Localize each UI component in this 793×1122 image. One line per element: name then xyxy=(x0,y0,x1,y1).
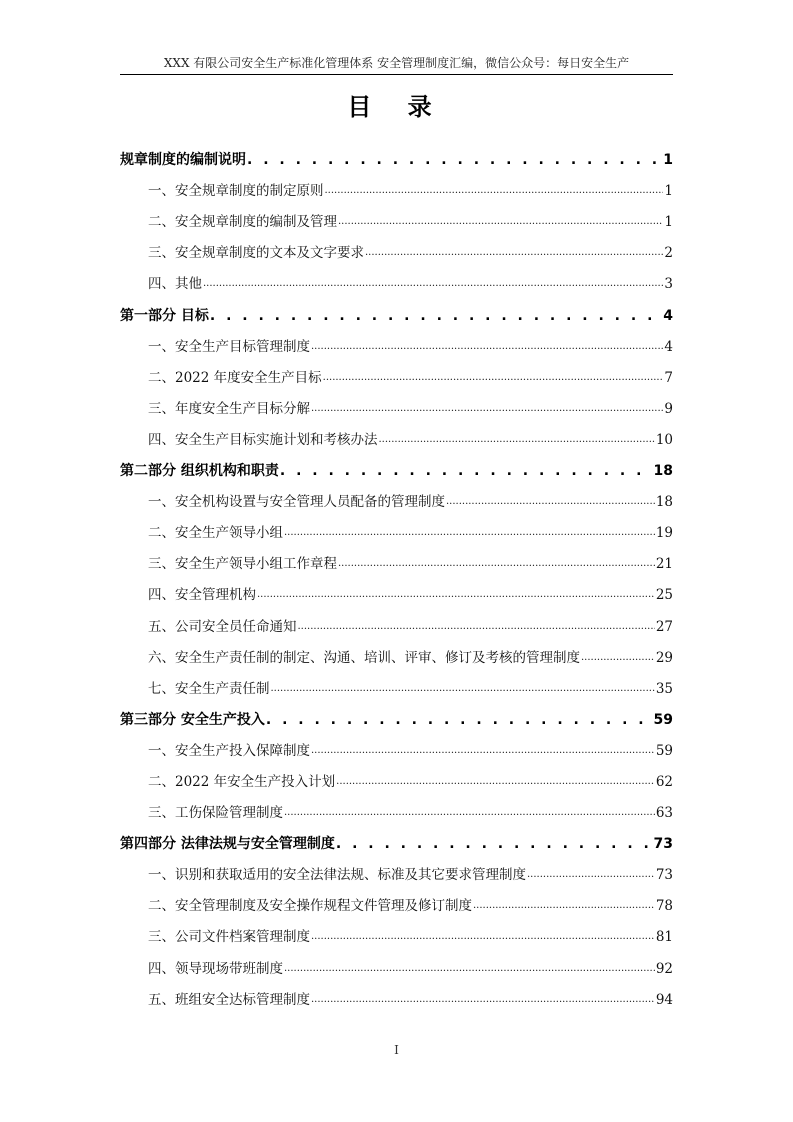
toc-subentry[interactable] xyxy=(120,358,673,389)
toc-entry-title: 二、2022 年度安全生产目标 xyxy=(148,369,322,386)
toc-page-number: 27 xyxy=(655,618,673,635)
toc-subentry[interactable] xyxy=(120,482,673,513)
toc-entry-title: 三、安全规章制度的文本及文字要求 xyxy=(148,245,364,262)
toc-entry-title: 三、年度安全生产目标分解 xyxy=(148,400,310,417)
toc-subentry[interactable] xyxy=(120,638,673,669)
toc-entry-title: 二、安全规章制度的编制及管理 xyxy=(148,214,337,231)
toc-subentry[interactable] xyxy=(120,606,673,637)
page-footer xyxy=(0,1043,793,1057)
toc-page-number: 4 xyxy=(663,307,673,324)
toc-entry-title: 五、公司安全员任命通知 xyxy=(148,618,297,635)
toc-section-entry[interactable] xyxy=(120,295,673,326)
toc-entry-title: 一、安全机构设置与安全管理人员配备的管理制度 xyxy=(148,494,445,511)
toc-page-number: 81 xyxy=(655,929,673,946)
toc-page-number: 25 xyxy=(655,587,673,604)
toc-subentry[interactable] xyxy=(120,327,673,358)
toc-entry-title: 六、安全生产责任制的制定、沟通、培训、评审、修订及考核的管理制度 xyxy=(148,649,580,666)
dot-leader xyxy=(257,584,655,606)
toc-entry-title: 二、2022 年安全生产投入计划 xyxy=(148,773,336,790)
toc-page-number: 9 xyxy=(664,400,673,417)
dot-leader xyxy=(311,926,655,948)
dot-leader xyxy=(210,305,662,327)
toc-subentry[interactable] xyxy=(120,202,673,233)
toc-entry-title: 规章制度的编制说明 xyxy=(120,152,246,169)
toc-subentry[interactable] xyxy=(120,264,673,295)
dot-leader xyxy=(473,895,655,917)
toc-entry-title: 四、安全生产目标实施计划和考核办法 xyxy=(148,431,378,448)
dot-leader xyxy=(280,460,653,482)
toc-entry-title: 四、安全管理机构 xyxy=(148,587,256,604)
dot-leader xyxy=(203,273,663,295)
dot-leader xyxy=(336,833,653,855)
toc-entry-title: 一、安全生产目标管理制度 xyxy=(148,338,310,355)
toc-subentry[interactable] xyxy=(120,731,673,762)
toc-subentry[interactable] xyxy=(120,762,673,793)
dot-leader xyxy=(379,429,655,451)
toc-page-number: 3 xyxy=(664,276,673,293)
dot-leader xyxy=(446,491,655,513)
toc-subentry[interactable] xyxy=(120,544,673,575)
toc-page-number: 18 xyxy=(653,463,673,480)
toc-page-number: 29 xyxy=(655,649,673,666)
toc-page-number: 62 xyxy=(655,773,673,790)
dot-leader xyxy=(323,367,664,389)
toc-page-number: 73 xyxy=(655,867,673,884)
toc-page-number: 7 xyxy=(664,369,673,386)
toc-entry-title: 五、班组安全达标管理制度 xyxy=(148,991,310,1008)
toc-entry-title: 第四部分 法律法规与安全管理制度 xyxy=(120,836,335,853)
toc-entry-title: 一、安全规章制度的制定原则 xyxy=(148,183,324,200)
toc-subentry[interactable] xyxy=(120,513,673,544)
toc-page-number: 21 xyxy=(655,556,673,573)
dot-leader xyxy=(266,709,653,731)
toc-entry-title: 第三部分 安全生产投入 xyxy=(120,711,265,728)
toc-page-number: 63 xyxy=(655,805,673,822)
toc-page-number: 2 xyxy=(664,245,673,262)
toc-subentry[interactable] xyxy=(120,793,673,824)
dot-leader xyxy=(527,864,655,886)
toc-subentry[interactable] xyxy=(120,575,673,606)
dot-leader xyxy=(581,647,655,669)
toc-section-entry[interactable] xyxy=(120,700,673,731)
dot-leader xyxy=(311,336,663,358)
toc-title: 目 录 xyxy=(347,93,446,121)
dot-leader xyxy=(271,678,655,700)
toc-subentry[interactable] xyxy=(120,948,673,979)
toc-entry-title: 二、安全生产领导小组 xyxy=(148,525,283,542)
dot-leader xyxy=(338,553,655,575)
dot-leader xyxy=(311,989,655,1011)
dot-leader xyxy=(311,740,655,762)
toc-subentry[interactable] xyxy=(120,886,673,917)
dot-leader xyxy=(311,398,663,420)
toc-subentry[interactable] xyxy=(120,855,673,886)
toc-subentry[interactable] xyxy=(120,233,673,264)
running-title: XXX 有限公司安全生产标准化管理体系 安全管理制度汇编，微信公众号：每日安全生产 xyxy=(163,56,630,70)
toc-subentry[interactable] xyxy=(120,917,673,948)
toc-section-entry[interactable] xyxy=(120,824,673,855)
toc-page-number: 92 xyxy=(655,960,673,977)
dot-leader xyxy=(325,180,664,202)
page-number: I xyxy=(394,1043,399,1057)
toc-page-number: 1 xyxy=(664,183,673,200)
toc-entry-title: 三、安全生产领导小组工作章程 xyxy=(148,556,337,573)
toc-page-number: 94 xyxy=(655,991,673,1008)
toc-page-number: 35 xyxy=(655,680,673,697)
header-rule xyxy=(120,74,673,75)
dot-leader xyxy=(284,522,655,544)
dot-leader xyxy=(284,958,655,980)
toc-subentry[interactable] xyxy=(120,420,673,451)
dot-leader xyxy=(284,802,655,824)
toc-entry-title: 二、安全管理制度及安全操作规程文件管理及修订制度 xyxy=(148,898,472,915)
toc-entry-title: 三、工伤保险管理制度 xyxy=(148,805,283,822)
toc-subentry[interactable] xyxy=(120,669,673,700)
toc-subentry[interactable] xyxy=(120,389,673,420)
toc-entry-title: 七、安全生产责任制 xyxy=(148,680,270,697)
toc-page-number: 19 xyxy=(655,525,673,542)
dot-leader xyxy=(338,211,663,233)
dot-leader xyxy=(336,771,655,793)
toc-entry-title: 一、识别和获取适用的安全法律法规、标准及其它要求管理制度 xyxy=(148,867,526,884)
toc-section-entry[interactable] xyxy=(120,451,673,482)
dot-leader xyxy=(365,242,663,264)
page-header xyxy=(120,56,673,74)
toc-page-number: 73 xyxy=(653,836,673,853)
toc-section-entry[interactable] xyxy=(120,140,673,171)
toc-entry-title: 三、公司文件档案管理制度 xyxy=(148,929,310,946)
toc-page-number: 59 xyxy=(655,742,673,759)
toc-entry-title: 四、领导现场带班制度 xyxy=(148,960,283,977)
toc-page-number: 78 xyxy=(655,898,673,915)
toc-subentry[interactable] xyxy=(120,980,673,1011)
dot-leader xyxy=(247,149,662,171)
toc-page-number: 59 xyxy=(653,711,673,728)
toc-entry-title: 四、其他 xyxy=(148,276,202,293)
toc-entry-title: 第二部分 组织机构和职责 xyxy=(120,463,279,480)
table-of-contents xyxy=(120,140,673,1011)
dot-leader xyxy=(298,616,655,638)
toc-page-number: 4 xyxy=(664,338,673,355)
toc-page-number: 1 xyxy=(663,152,673,169)
toc-page-number: 10 xyxy=(655,431,673,448)
toc-page-number: 1 xyxy=(664,214,673,231)
toc-subentry[interactable] xyxy=(120,171,673,202)
toc-entry-title: 第一部分 目标 xyxy=(120,307,209,324)
toc-entry-title: 一、安全生产投入保障制度 xyxy=(148,742,310,759)
toc-page-number: 18 xyxy=(655,494,673,511)
